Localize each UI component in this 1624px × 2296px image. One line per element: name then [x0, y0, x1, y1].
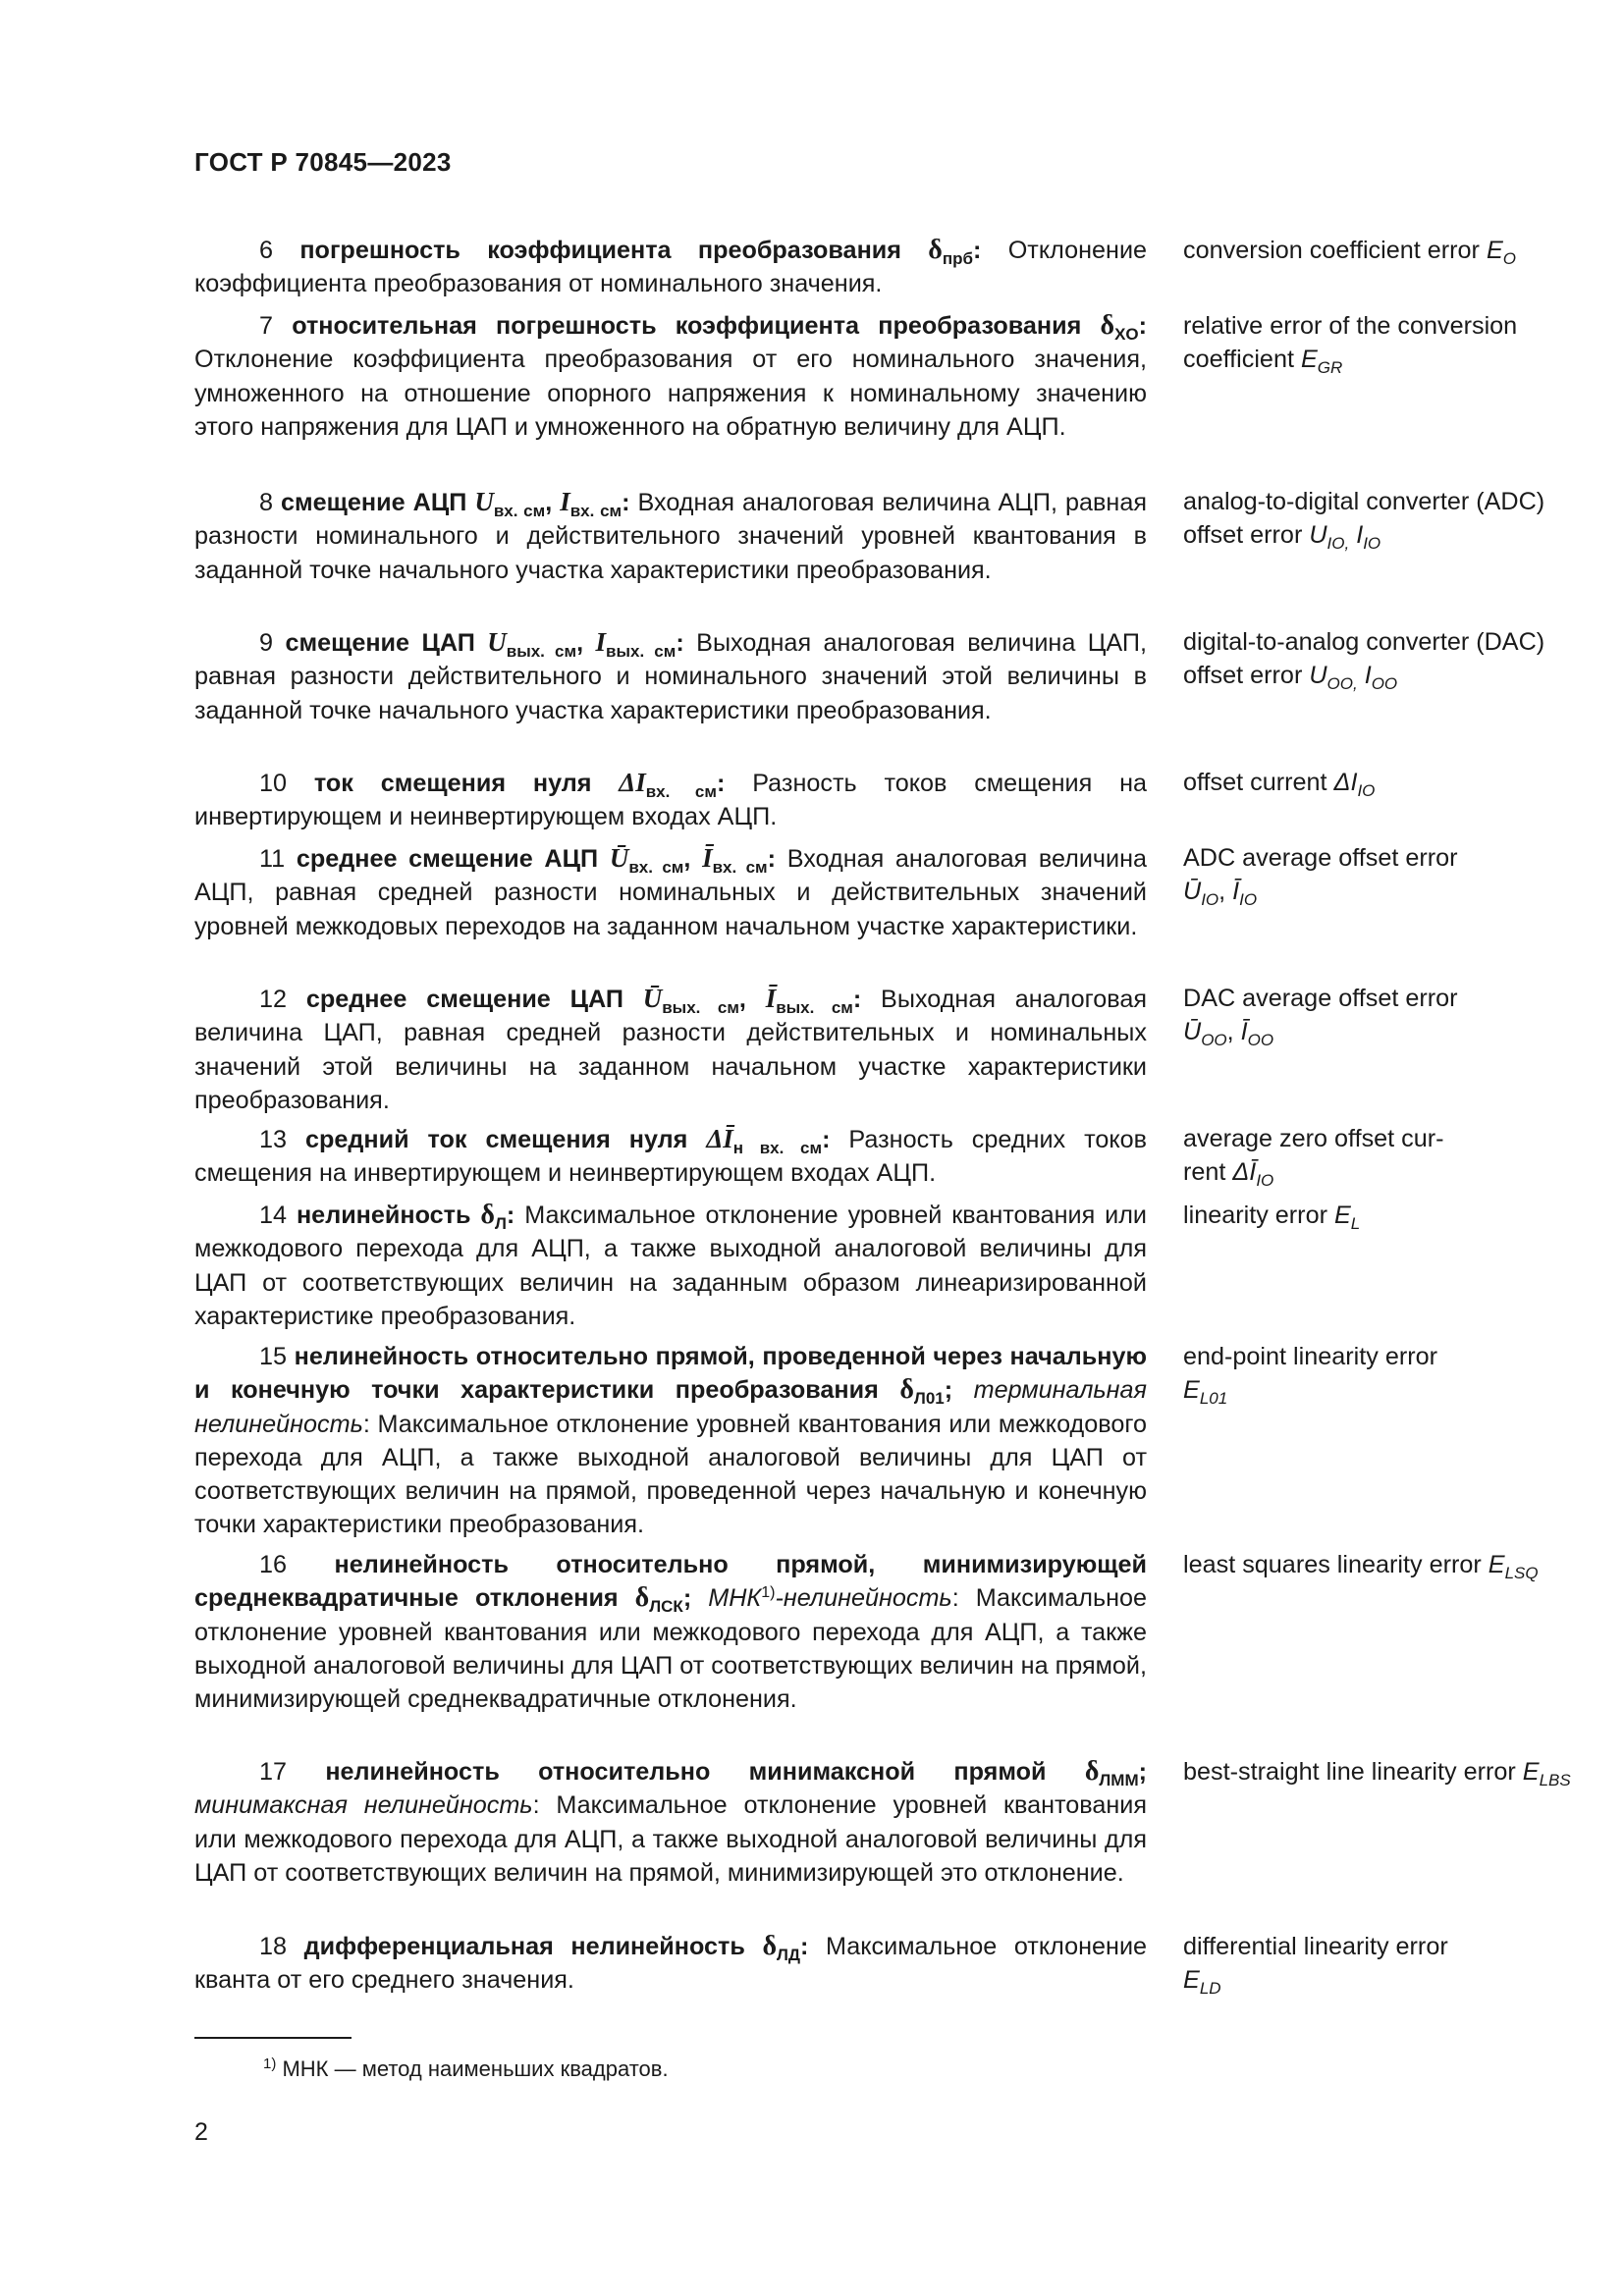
term-en [1183, 766, 1605, 799]
en-term: digital-to-analog converter (DAC) offset error [1183, 628, 1545, 690]
term-symbol-sub: XO [1114, 325, 1139, 344]
term-ru: 10 ток смещения нуля $\Delta I_{вх. см}$: Разность токов смещения на инвертирующем и неинвертирующем входах АЦП. [194, 768, 1147, 831]
term-name: смещение ЦАП [285, 629, 475, 657]
term-name: средний ток смещения нуля [305, 1126, 688, 1153]
en-symbol-sub: L [1350, 1214, 1361, 1233]
term-symbol: ΔI [619, 768, 646, 797]
term-definition: Максимальное отклонение кванта от его среднего значения. [194, 1933, 1148, 1995]
footnote-ref[interactable]: 1) [761, 1584, 776, 1602]
en-symbol: ΔI [1333, 769, 1358, 796]
term-symbol-i: Ī [702, 843, 713, 873]
en-term: best-straight line linearity error [1183, 1758, 1516, 1786]
term-definition: Максимальное отклонение уровней квантования или межкодового перехода для АЦП, а также выходной аналоговой величины для ЦАП от соответствующих величин на прямой, проведенной через начальную и конечную точки характеристики преобразования. [194, 1410, 1147, 1539]
en-symbol-sub: L01 [1199, 1389, 1228, 1409]
term-definition: Максимальное отклонение уровней квантования или межкодового перехода для АЦП, а также выходной аналоговой величины для ЦАП от соответствующих величин на прямой, минимизирующей это отклонение. [194, 1791, 1147, 1887]
term-name: погрешность коэффициента преобразования [299, 237, 901, 264]
en-symbol-sub: IO [1256, 1171, 1274, 1191]
en-symbol: E [1183, 1376, 1200, 1405]
en-symbol-2: I [1364, 662, 1372, 690]
term-symbol: ΔĪ [706, 1124, 733, 1153]
term-ru: 17 нелинейность относительно минимаксной прямой $\delta_{ЛММ}$; минимаксная нелинейность: Максимальное отклонение уровней квантования или межкодового перехода для АЦП, а также выходной аналоговой величины для ЦАП от соответствующих величин на прямой, минимизирующей это отклонение. [194, 1756, 1148, 1887]
term-en: ADC average offset error $Ū_{IO}$, $Ī_{IO}$ [1183, 844, 1458, 910]
term-symbol-u: Ū [609, 843, 629, 873]
term-number: 7 [259, 312, 274, 340]
term-ru: 7 относительная погрешность коэффициента преобразования $\delta_{XO}$: Отклонение коэффициента преобразования от его номинального значения, умноженного на отношение опорного напряжения к номинальному значению этого напряжения для ЦАП и умноженного на обратную величину для АЦП. [194, 310, 1148, 441]
term-definition: Разность токов смещения на инвертирующем и неинвертирующем входах АЦП. [194, 770, 1147, 831]
term-symbol-i: I [560, 487, 570, 516]
en-symbol: E [1488, 1551, 1505, 1578]
en-term: differential linearity error [1183, 1933, 1448, 1960]
term-symbol: δ [1100, 310, 1115, 341]
term-en: DAC average offset error $Ū_{OO}$, $Ī_{OO}$ [1183, 985, 1458, 1050]
term-symbol-u: U [487, 627, 507, 657]
term-name: смещение АЦП [281, 489, 467, 516]
en-symbol-2: I [1356, 521, 1364, 550]
term-ru: 14 нелинейность $\delta_Л$: Максимальное отклонение уровней квантования или межкодового перехода для АЦП, а также выходной аналоговой величины для ЦАП от соответствующих величин на заданным образом линеаризированной характеристике преобразования. [194, 1200, 1148, 1330]
en-symbol-sub: O [1502, 249, 1516, 268]
en-symbol-2: Ī [1240, 1018, 1248, 1046]
en-term-line-2: rent [1183, 1158, 1226, 1187]
en-symbol-1-sub: OO, [1326, 674, 1358, 694]
term-definition: Выходная аналоговая величина ЦАП, равная разности действительного и номинального значений этой величины в заданной точке начального участка характеристики преобразования. [194, 629, 1148, 724]
term-synonym-pre: МНК [708, 1584, 762, 1613]
en-symbol-1-sub: IO, [1326, 534, 1350, 554]
term-ru: 11 среднее смещение АЦП $Ū_{вх. см}$, $Ī_{вх. см}$: Входная аналоговая величина АЦП, равная средней разности номинальных и действительных значений уровней межкодовых переходов на заданном начальном участке характеристики. [194, 843, 1148, 940]
term-en [1183, 625, 1605, 693]
term-en [1183, 1930, 1605, 1998]
term-symbol-sub: ЛММ [1099, 1771, 1139, 1789]
term-symbol-i: Ī [765, 984, 777, 1013]
term-synonym: терминальная нелинейность [194, 1376, 1148, 1438]
term-definition: Входная аналоговая величина АЦП, равная разности номинального и действительного значений уровней квантования в заданной точке начального участка характеристики преобразования. [194, 489, 1147, 584]
footnote-marker: 1) [263, 2056, 277, 2072]
en-symbol-2-sub: IO [1363, 534, 1381, 554]
term-symbol-u: U [474, 487, 494, 516]
term-en [1183, 309, 1605, 377]
term-number: 11 [259, 845, 286, 873]
footnote [263, 2056, 669, 2082]
term-name: нелинейность относительно минимаксной прямой [325, 1758, 1047, 1786]
term-symbol: δ [928, 235, 943, 265]
term-number: 8 [259, 489, 274, 516]
term-symbol-i-sub: вых. см [606, 642, 677, 661]
term-symbol-sub: Л [494, 1214, 507, 1233]
term-symbol: δ [899, 1374, 914, 1406]
term-name: нелинейность относительно прямой, минимизирующей среднеквадратичные отклонения [194, 1551, 1147, 1613]
en-symbol-2-sub: IO [1239, 890, 1258, 910]
en-term: analog-to-digital converter (ADC) offset error [1183, 488, 1545, 550]
term-number: 9 [259, 629, 274, 657]
term-symbol: δ [634, 1582, 650, 1614]
term-ru: 15 нелинейность относительно прямой, проведенной через начальную и конечную точки характеристики преобразования $\delta_{Л01}$; терминальная нелинейность: Максимальное отклонение уровней квантования или межкодового перехода для АЦП, а также выходной аналоговой величины для ЦАП от соответствующих величин на прямой, проведенной через начальную и конечную точки характеристики преобразования. [194, 1340, 1147, 1542]
term-ru: 9 смещение ЦАП $U_{вых. см}$, $I_{вых. см}$: Выходная аналоговая величина ЦАП, равная разности действительного и номинального значений этой величины в заданной точке начального участка характеристики преобразования. [194, 627, 1148, 724]
term-name: дифференциальная нелинейность [303, 1933, 745, 1960]
en-term: DAC average offset error [1183, 985, 1458, 1012]
en-term: end-point linearity error [1183, 1343, 1437, 1370]
term-ru: 12 среднее смещение ЦАП $Ū_{вых. см}$, $Ī_{вых. см}$: Выходная аналоговая величина ЦАП, равная средней разности действительных и номинальных значений этой величины на заданном начальном участке характеристики преобразования. [194, 984, 1148, 1114]
en-symbol-1: Ū [1183, 1018, 1202, 1046]
term-symbol: δ [762, 1931, 777, 1961]
en-term: relative error of the conversion coefficient [1183, 312, 1518, 374]
en-symbol: ΔĪ [1232, 1158, 1257, 1187]
footnote-divider [194, 2037, 352, 2039]
term-number: 16 [259, 1551, 288, 1578]
term-en [1183, 1122, 1605, 1190]
term-number: 6 [259, 237, 274, 264]
term-symbol-sub: ЛСК [649, 1597, 683, 1617]
en-term: ADC average offset error [1183, 844, 1458, 872]
term-ru: 18 дифференциальная нелинейность $\delta_{ЛД}$: Максимальное отклонение кванта от его среднего значения. [194, 1931, 1148, 1995]
term-en [1183, 1755, 1605, 1789]
term-symbol-sub: Л01 [913, 1389, 945, 1409]
term-en [1183, 485, 1605, 553]
en-symbol: E [1333, 1201, 1351, 1229]
en-symbol: E [1486, 237, 1503, 264]
en-symbol-1: U [1309, 662, 1327, 690]
term-symbol-sub: н вх. см [732, 1139, 823, 1157]
en-symbol: E [1183, 1966, 1200, 1995]
term-definition: Разность средних токов смещения на инвертирующем и неинвертирующем входах АЦП. [194, 1126, 1148, 1188]
en-symbol-sub: LBS [1539, 1771, 1571, 1789]
en-term: linearity error [1183, 1201, 1327, 1229]
en-term: offset current [1183, 769, 1327, 796]
term-symbol: δ [1084, 1756, 1100, 1787]
term-number: 15 [259, 1343, 288, 1370]
footnote-text: МНК — метод наименьших квадратов. [282, 2056, 669, 2081]
en-symbol-sub: LD [1199, 1979, 1221, 1999]
en-symbol-1-sub: IO [1201, 890, 1219, 910]
term-symbol-u-sub: вх. см [628, 858, 684, 877]
en-term: least squares linearity error [1183, 1551, 1482, 1578]
page-header: ГОСТ Р 70845—2023 [194, 147, 452, 177]
term-synonym-post: -нелинейность [775, 1584, 952, 1613]
term-name: относительная погрешность коэффициента преобразования [292, 312, 1082, 340]
en-term: conversion coefficient error [1183, 237, 1480, 264]
term-name: ток смещения нуля [313, 770, 592, 797]
term-symbol-sub: вх. см [645, 782, 717, 801]
term-number: 17 [259, 1758, 288, 1786]
term-name: нелинейность относительно прямой, проведенной через начальную и конечную точки характеристики преобразования [194, 1343, 1148, 1405]
term-definition: Отклонение коэффициента преобразования от номинального значения. [194, 237, 1148, 298]
term-symbol-sub: ЛД [776, 1946, 801, 1964]
en-symbol-sub: GR [1317, 358, 1343, 378]
term-en [1183, 1548, 1605, 1581]
term-ru: 6 погрешность коэффициента преобразования $\delta_{прб}$: Отклонение коэффициента преобразования от номинального значения. [194, 235, 1148, 298]
en-symbol-1-sub: OO [1201, 1031, 1227, 1050]
term-definition: Входная аналоговая величина АЦП, равная средней разности номинальных и действительных значений уровней межкодовых переходов на заданном начальном участке характеристики. [194, 845, 1148, 940]
en-symbol: E [1300, 346, 1318, 374]
en-symbol-1: U [1309, 521, 1327, 550]
en-symbol-sub: IO [1357, 781, 1376, 800]
term-symbol-i: I [595, 627, 607, 657]
en-symbol: E [1522, 1758, 1540, 1786]
en-term-line-1: average zero offset cur- [1183, 1125, 1444, 1152]
term-definition: Максимальное отклонение уровней квантования или межкодового перехода для АЦП, а также выходной аналоговой величины для ЦАП от соответствующих величин на прямой, минимизирующей среднеквадратичные отклонения. [194, 1584, 1148, 1714]
term-number: 10 [259, 770, 288, 797]
term-en [1183, 1340, 1605, 1408]
term-name: нелинейность [296, 1201, 471, 1229]
term-number: 18 [259, 1933, 288, 1960]
term-ru: 16 нелинейность относительно прямой, минимизирующей среднеквадратичные отклонения $\delta_{ЛСК}$; МНК$^{1)}$-нелинейность: Максимальное отклонение уровней квантования или межкодового перехода для АЦП, а также выходной аналоговой величины для ЦАП от соответствующих величин на прямой, минимизирующей среднеквадратичные отклонения. [194, 1548, 1147, 1716]
term-name: среднее смещение АЦП [296, 845, 599, 873]
en-symbol-2: Ī [1232, 878, 1240, 906]
en-symbol-1: Ū [1183, 878, 1202, 906]
term-number: 13 [259, 1126, 288, 1153]
term-symbol-i-sub: вх. см [712, 858, 768, 877]
term-ru: 13 средний ток смещения нуля $\Delta Ī_{н вх. см}$: Разность средних токов смещения на инвертирующем и неинвертирующем входах АЦП. [194, 1124, 1148, 1188]
en-symbol-sub: LSQ [1504, 1564, 1539, 1582]
term-definition: Отклонение коэффициента преобразования от его номинального значения, умноженного на отношение опорного напряжения к номинальному значению этого напряжения для ЦАП и умноженного на обратную величину для АЦП. [194, 346, 1147, 441]
term-definition: Выходная аналоговая величина ЦАП, равная средней разности действительных и номинальных значений этой величины на заданном начальном участке характеристики преобразования. [194, 986, 1148, 1114]
en-symbol-2-sub: OO [1247, 1031, 1274, 1050]
term-symbol-i-sub: вх. см [569, 502, 623, 520]
term-en [1183, 234, 1605, 267]
term-number: 12 [259, 986, 288, 1013]
term-symbol-u: Ū [642, 984, 663, 1013]
term-synonym: минимаксная нелинейность [194, 1791, 533, 1820]
term-symbol-u-sub: вых. см [506, 642, 577, 661]
term-ru: 8 смещение АЦП $U_{вх. см}$, $I_{вх. см}$: Входная аналоговая величина АЦП, равная разности номинального и действительного значений уровней квантования в заданной точке начального участка характеристики преобразования. [194, 487, 1147, 584]
en-symbol-2-sub: OO [1371, 674, 1398, 694]
page-number: 2 [194, 2118, 208, 2146]
term-symbol-u-sub: вых. см [662, 998, 739, 1017]
term-symbol: δ [480, 1200, 495, 1230]
term-symbol-sub: прб [942, 249, 973, 268]
term-symbol-i-sub: вых. см [776, 998, 853, 1017]
term-number: 14 [259, 1201, 288, 1229]
term-symbol-u-sub: вх. см [493, 502, 546, 520]
term-name: среднее смещение ЦАП [305, 986, 623, 1013]
term-definition: Максимальное отклонение уровней квантования или межкодового перехода для АЦП, а также выходной аналоговой величины для ЦАП от соответствующих величин на заданным образом линеаризированной характеристике преобразования. [194, 1201, 1148, 1330]
term-en [1183, 1199, 1605, 1232]
